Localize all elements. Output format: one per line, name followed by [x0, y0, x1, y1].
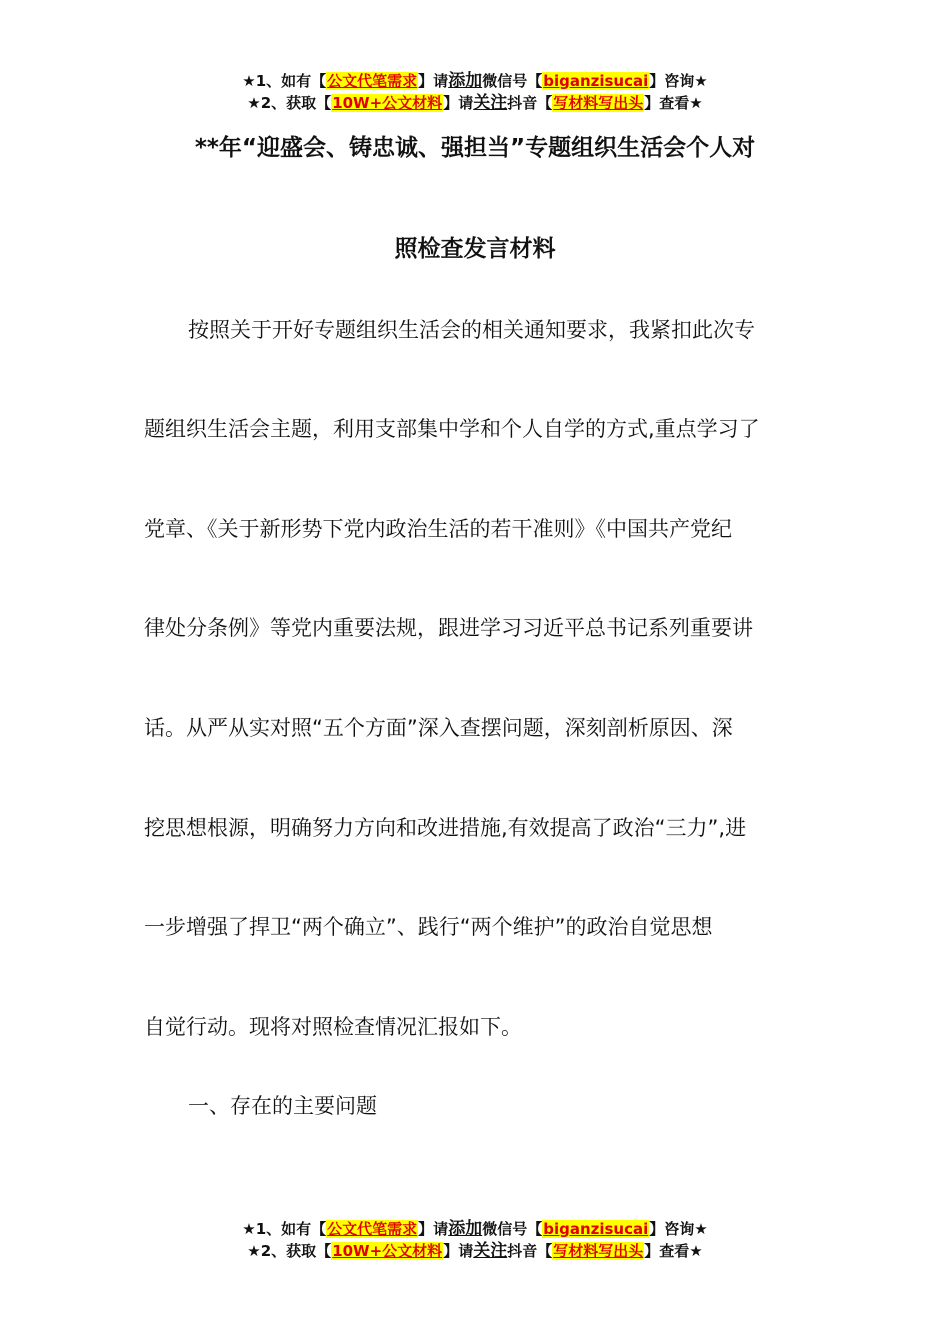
promo-highlight-douyin-id: 写材料写出头: [553, 94, 644, 112]
header-promo-banner: [0, 70, 950, 114]
promo-highlight-materials: 10W+公文材料: [332, 1242, 443, 1260]
promo-text: 微信号【: [482, 1220, 543, 1238]
document-title-line-1: **年“迎盛会、铸忠诚、强担当”专题组织生活会个人对: [194, 135, 756, 161]
paragraph-line: 题组织生活会主题，利用支部集中学和个人自学的方式,重点学习了: [144, 417, 760, 441]
promo-emphasis: 添加: [448, 1219, 483, 1239]
promo-text: ★2、获取【: [247, 94, 332, 112]
promo-text: ★1、如有【: [242, 1220, 327, 1238]
paragraph-line: 党章、《关于新形势下党内政治生活的若干准则》《中国共产党纪: [144, 517, 732, 541]
promo-highlight-service: 公文代笔需求: [327, 72, 418, 90]
promo-text: 】请: [443, 1242, 474, 1260]
paragraph-line: 按照关于开好专题组织生活会的相关通知要求，我紧扣此次专: [188, 318, 755, 342]
section-heading: 一、存在的主要问题: [188, 1094, 377, 1118]
header-promo-line-1: [0, 70, 950, 92]
promo-text: 微信号【: [482, 72, 543, 90]
promo-highlight-douyin-id: 写材料写出头: [553, 1242, 644, 1260]
footer-promo-line-1: [0, 1218, 950, 1240]
footer-promo-banner: [0, 1218, 950, 1262]
paragraph-line: 一步增强了捍卫“两个确立”、践行“两个维护”的政治自觉思想: [144, 915, 713, 939]
paragraph-line: 话。从严从实对照“五个方面”深入查摆问题，深刻剖析原因、深: [144, 716, 733, 740]
paragraph-line: 挖思想根源，明确努力方向和改进措施,有效提高了政治“三力”,进: [144, 816, 747, 840]
promo-text: 抖音【: [507, 1242, 553, 1260]
promo-text: ★2、获取【: [247, 1242, 332, 1260]
promo-text: 】查看★: [644, 94, 703, 112]
footer-promo-line-2: [0, 1240, 950, 1262]
promo-text: 】请: [418, 1220, 449, 1238]
promo-text: 抖音【: [507, 94, 553, 112]
promo-text: ★1、如有【: [242, 72, 327, 90]
paragraph-line: 律处分条例》等党内重要法规，跟进学习习近平总书记系列重要讲: [144, 616, 753, 640]
promo-text: 】请: [443, 94, 474, 112]
promo-emphasis: 关注: [473, 93, 508, 113]
header-promo-line-2: [0, 92, 950, 114]
promo-text: 】查看★: [644, 1242, 703, 1260]
promo-highlight-materials: 10W+公文材料: [332, 94, 443, 112]
promo-text: 】咨询★: [649, 1220, 708, 1238]
promo-emphasis: 关注: [473, 1241, 508, 1261]
promo-highlight-wechat-id: biganzisucai: [543, 72, 649, 90]
promo-emphasis: 添加: [448, 71, 483, 91]
document-title-line-2: 照检查发言材料: [394, 236, 556, 262]
promo-text: 】请: [418, 72, 449, 90]
promo-text: 】咨询★: [649, 72, 708, 90]
promo-highlight-wechat-id: biganzisucai: [543, 1220, 649, 1238]
paragraph-line: 自觉行动。现将对照检查情况汇报如下。: [144, 1015, 522, 1039]
promo-highlight-service: 公文代笔需求: [327, 1220, 418, 1238]
